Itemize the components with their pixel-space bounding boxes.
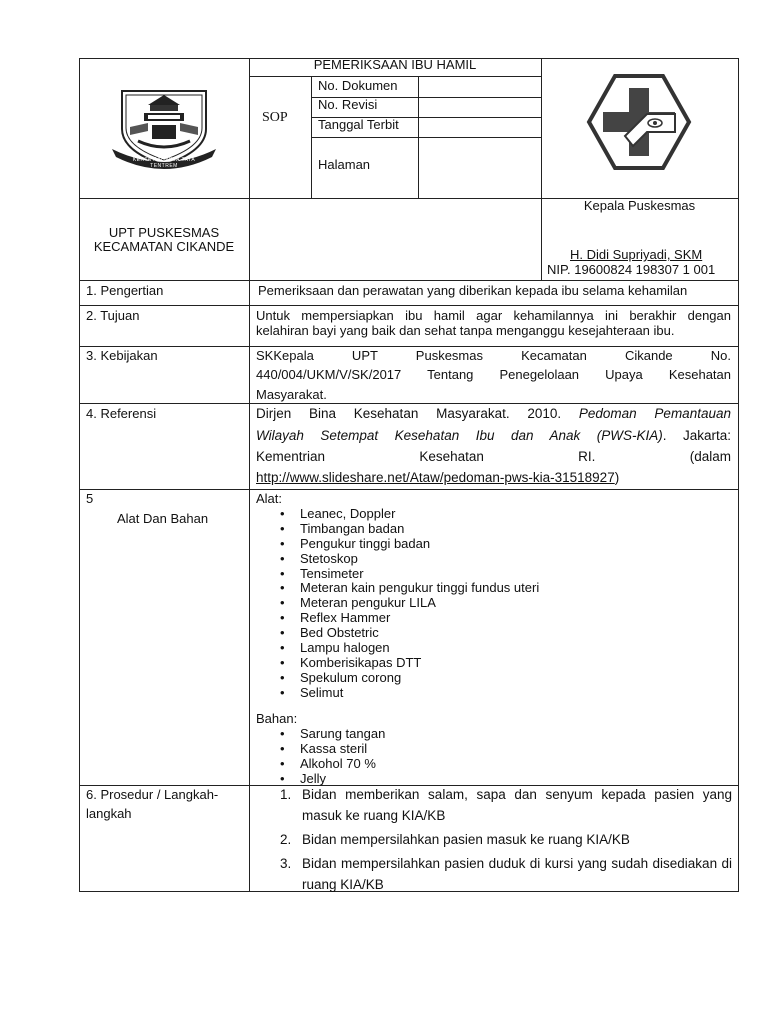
bahan-heading: Bahan: (256, 711, 298, 726)
alat-item: • Meteran pengukur LILA (276, 596, 539, 611)
section-label-pengertian: 1. Pengertian (86, 283, 164, 298)
step-text: Bidan mempersilahkan pasien masuk ke ruang KIA/KB (302, 832, 630, 847)
alat-item: • Komberisikapas DTT (276, 656, 539, 671)
referensi-line4 (256, 470, 619, 485)
referensi-line1 (256, 406, 731, 421)
step-text: Bidan mempersilahkan pasien duduk di kursi yang sudah disediakan di ruang KIA/KB (302, 856, 732, 892)
kebijakan-line3: Masyarakat. (256, 387, 327, 402)
referensi-line2 (256, 428, 731, 443)
alat-item: • Tensimeter (276, 567, 539, 582)
section-label-prosedur-line1: 6. Prosedur / Langkah- (86, 787, 219, 802)
alat-item: • Reflex Hammer (276, 611, 539, 626)
puskesmas-logo (585, 72, 693, 172)
alat-item: • Meteran kain pengukur tinggi fundus uteri (276, 581, 539, 596)
field-label-halaman: Halaman (318, 157, 371, 172)
emblem-ribbon-text: KERTA RAHARJA TATA TENTREM (132, 157, 196, 169)
document-title: PEMERIKSAAN IBU HAMIL (313, 57, 477, 72)
section-label-tujuan: 2. Tujuan (86, 308, 140, 323)
kebijakan-line2: 440/004/UKM/V/SK/2017 Tentang Penegelolaan Upaya Kesehatan (256, 367, 731, 382)
alat-item: • Pengukur tinggi badan (276, 537, 539, 552)
field-label-tanggal-terbit: Tanggal Terbit (318, 117, 399, 132)
alat-item: • Leanec, Doppler (276, 507, 539, 522)
section-number-alat-bahan: 5 (86, 491, 94, 506)
step-text: Bidan memberikan salam, sapa dan senyum kepada pasien yang masuk ke ruang KIA/KB (302, 787, 732, 823)
sop-label: SOP (262, 110, 288, 125)
field-label-no-revisi: No. Revisi (318, 97, 378, 112)
org-name-line1: UPT PUSKESMAS (108, 225, 220, 240)
bahan-item: • Alkohol 70 % (276, 757, 385, 772)
pengertian-text: Pemeriksaan dan perawatan yang diberikan kepada ibu selama kehamilan (258, 283, 688, 298)
section-label-kebijakan: 3. Kebijakan (86, 348, 158, 363)
tujuan-line2: kelahiran bayi yang baik dan sehat tanpa menganggu kesejahteraan ibu. (256, 323, 675, 338)
step-number: 3. (280, 856, 292, 871)
bahan-item: • Jelly (276, 772, 385, 787)
prosedur-steps (274, 784, 732, 898)
prosedur-step (274, 784, 732, 826)
alat-list (276, 507, 539, 701)
alat-item: • Selimut (276, 686, 539, 701)
referensi-line3: Kementrian Kesehatan RI. (dalam (256, 449, 731, 464)
section-label-prosedur-line2: langkah (86, 806, 132, 821)
head-name: H. Didi Supriyadi, SKM (570, 247, 703, 262)
bahan-item: • Sarung tangan (276, 727, 385, 742)
referensi-line2-italic: Wilayah Setempat Kesehatan Ibu dan Anak (PWS-KIA) (256, 428, 663, 443)
prosedur-step (274, 829, 732, 850)
bahan-item: • Kassa steril (276, 742, 385, 757)
head-title: Kepala Puskesmas (583, 198, 696, 213)
bahan-list (276, 727, 385, 787)
alat-item: • Lampu halogen (276, 641, 539, 656)
section-label-referensi: 4. Referensi (86, 406, 157, 421)
step-number: 1. (280, 787, 292, 802)
alat-heading: Alat: (256, 491, 283, 506)
alat-item: • Bed Obstetric (276, 626, 539, 641)
step-number: 2. (280, 832, 292, 847)
org-name-line2: KECAMATAN CIKANDE (93, 239, 235, 254)
kebijakan-line1: SKKepala UPT Puskesmas Kecamatan Cikande No. (256, 348, 731, 363)
prosedur-step (274, 853, 732, 895)
section-label-alat-bahan: Alat Dan Bahan (117, 511, 209, 526)
referensi-link-suffix: ) (614, 470, 620, 485)
alat-item: • Stetoskop (276, 552, 539, 567)
alat-item: • Timbangan badan (276, 522, 539, 537)
referensi-link[interactable]: http://www.slideshare.net/Ataw/pedoman-pws-kia-31518927 (256, 470, 615, 485)
tujuan-line1: Untuk mempersiapkan ibu hamil agar kehamilannya ini berakhir dengan (256, 308, 731, 323)
field-label-no-dokumen: No. Dokumen (318, 78, 398, 93)
referensi-line1-plain: Dirjen Bina Kesehatan Masyarakat. 2010. (256, 406, 579, 421)
head-nip: NIP. 19600824 198307 1 001 (547, 262, 716, 277)
referensi-line2-plain: . Jakarta: (662, 428, 731, 443)
alat-item: • Spekulum corong (276, 671, 539, 686)
referensi-line1-italic: Pedoman Pemantauan (578, 406, 731, 421)
